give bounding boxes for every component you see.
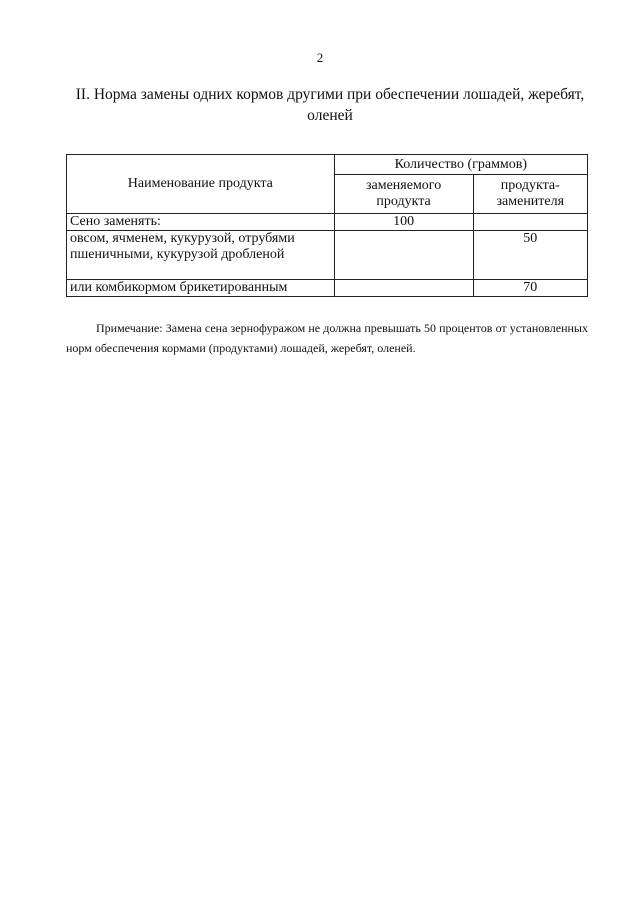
table-note: Примечание: Замена сена зернофуражом не должна превышать 50 процентов от установленных норм обеспечения кормами (продуктами) лошадей, жеребят, оленей. (66, 321, 588, 355)
row-substitute-amount (473, 214, 587, 231)
section-heading-line-1: II. Норма замены одних кормов другими при обеспечении лошадей, жеребят, (75, 86, 585, 103)
table-header-row (67, 155, 588, 175)
section-heading (60, 84, 600, 126)
header-replaced-product: заменяемого продукта (334, 175, 473, 214)
row-replaced-amount (334, 280, 473, 297)
row-substitute-amount: 50 (473, 231, 587, 280)
row-product-name: Сено заменять: (67, 214, 335, 231)
header-substitute-product: продукта-заменителя (473, 175, 587, 214)
row-replaced-amount: 100 (334, 214, 473, 231)
section-heading-line-2: оленей (307, 107, 353, 124)
row-product-name: овсом, ячменем, кукурузой, отрубями пшеничными, кукурузой дробленой (67, 231, 335, 280)
header-product-name: Наименование продукта (67, 155, 335, 214)
row-substitute-amount: 70 (473, 280, 587, 297)
table-row (67, 280, 588, 297)
table-row (67, 214, 588, 231)
row-replaced-amount (334, 231, 473, 280)
feed-replacement-table (66, 154, 588, 297)
row-product-name: или комбикормом брикетированным (67, 280, 335, 297)
page-number: 2 (316, 50, 324, 65)
header-quantity: Количество (граммов) (334, 155, 587, 175)
table-row (67, 231, 588, 280)
